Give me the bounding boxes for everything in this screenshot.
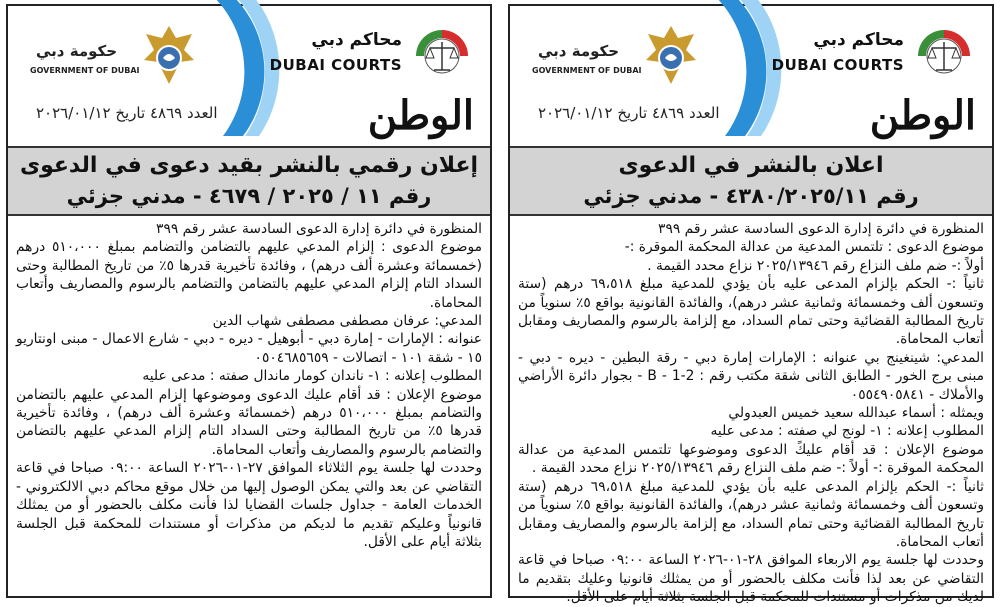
body-paragraph: وحددت لها جلسة يوم الاربعاء الموافق ٢٨-٠١-٢٠٢٦ الساعة ٠٩:٠٠ صباحا في قاعة التقاضي عن بعد لذا فأنت مكلف بالحضور أو من يمثلك قانونيا وعليك بتقديم ما لديك من مذكرات أو مستندات للمحكمة قبل الجلسة بثلاثة أيام على الأقل. xyxy=(518,552,985,606)
notice-left xyxy=(6,4,492,598)
body-paragraph: المطلوب إعلانه : ١- لونج لي صفته : مدعى عليه xyxy=(710,423,984,440)
masthead xyxy=(510,6,992,144)
issue-date: العدد ٤٨٦٩ تاريخ ٢٠٢٦/٠١/١٢ xyxy=(36,104,218,122)
masthead xyxy=(8,6,490,144)
falcon-crest-icon xyxy=(642,24,700,90)
title-line-2: رقم ١١ / ٢٠٢٥ / ٤٦٧٩ - مدني جزئي xyxy=(66,184,432,208)
body-paragraph: ثانياً :- الحكم بإلزام المدعى عليه بأن يؤدي للمدعية مبلغ ٦٩،٥١٨ درهم (ستة وتسعون ألف وخمسمائة وثمانية عشر درهم)، والفائدة القانونية بواقع ٥٪ سنوياً من تاريخ المطالبة القضائية وحتى تمام السداد، مع إلزامة بالرسوم والمصاريف ومقابل أتعاب المحاماة. xyxy=(518,478,984,550)
notice-title xyxy=(8,146,490,216)
courts-name-ar: محاكم دبي xyxy=(311,30,402,50)
government-of-dubai-logo xyxy=(524,20,714,100)
notice-body xyxy=(518,220,985,606)
notice-right xyxy=(508,4,994,606)
newspaper-logo: الوطن xyxy=(869,92,976,139)
dubai-courts-logo xyxy=(269,24,476,84)
body-paragraph: وحددت لها جلسة يوم الثلاثاء الموافق ٢٧-٠١-٢٠٢٦ الساعة ٠٩:٠٠ صباحا في قاعة التقاضي عن بعد والتي يمكن الوصول إليها من خلال موقع محاكم دبي الالكتروني - الخدمات العامة - جداول جلسات القضايا لذا فأنت مكلف بالحضور أو من يمثلك قانونياً وعليكم تقديم ما لديكم من مذكرات أو مستندات للمحكمة قبل الجلسة بثلاثة أيام على الأقل. xyxy=(16,460,482,550)
scales-emblem-icon xyxy=(910,26,978,82)
scales-emblem-icon xyxy=(408,26,476,82)
dubai-courts-logo xyxy=(771,24,978,84)
body-paragraph: موضوع الدعوى : إلزام المدعي عليهم بالتضامن والتضامم بمبلغ ٥١٠،٠٠٠ درهم (خمسمائة وعشرة ألف درهم) ، وفائدة تأخيرية قدرها ٥٪ من تاريخ المطالبة وحتى السداد التام إلزام المدعي عليهم بالتضامن والتضامم بالرسوم والمصاريف وأتعاب المحاماة. xyxy=(16,239,483,311)
body-paragraph: المنظورة في دائرة إدارة الدعوى السادسة عشر رقم ٣٩٩ xyxy=(156,221,482,237)
courts-name-ar: محاكم دبي xyxy=(813,30,904,50)
body-paragraph: موضوع الإعلان : قد أقام عليكً الدعوى وموضوعها تلتمس المدعية من عدالة المحكمة الموقرة :- أولاً :- ضم ملف النزاع رقم ٢٠٢٥/١٣٩٤٦ نزاع محدد القيمة . xyxy=(518,441,984,477)
body-paragraph: موضوع الدعوى : تلتمس المدعية من عدالة المحكمة الموقرة :- xyxy=(624,239,984,256)
government-name-en: GOVERNMENT OF DUBAI xyxy=(30,66,140,75)
body-paragraph: المطلوب إعلانه : ١- ناندان كومار ماندال صفته : مدعى عليه xyxy=(142,368,482,385)
courts-name-en: DUBAI COURTS xyxy=(771,56,904,74)
courts-name-en: DUBAI COURTS xyxy=(269,56,402,74)
body-paragraph: موضوع الإعلان : قد أقام عليك الدعوى وموضوعها إلزام المدعي عليهم بالتضامن والتضامم بمبلغ ٥١٠،٠٠٠ درهم (خمسمائة وعشرة ألف درهم) ، وفائدة تأخيرية قدرها ٥٪ من تاريخ المطالبة وحتى السداد التام إلزام المدعي عليهم بالتضامن والتضامم بالرسوم والمصاريف وأتعاب المحاماة. xyxy=(16,386,482,458)
body-paragraph: ويمثله : أسماء عبدالله سعيد خميس العبدولي xyxy=(728,405,984,422)
body-paragraph: المدعي: شينغينج بي عنوانه : الإمارات إمارة دبي - رقة البطين - ديره - دبي - مبنى برج الخور - الطابق الثانى شقة مكتب رقم : B - 1-2 - بجوار دائرة الأراضي والأملاك - ٠٥٥٤٩٠٥٨٤١ xyxy=(518,349,984,403)
newspaper-logo: الوطن xyxy=(367,92,474,139)
issue-date: العدد ٤٨٦٩ تاريخ ٢٠٢٦/٠١/١٢ xyxy=(538,104,720,122)
body-paragraph: أولاً :- ضم ملف النزاع رقم ٢٠٢٥/١٣٩٤٦ نزاع محدد القيمة . xyxy=(647,257,984,274)
government-name-en: GOVERNMENT OF DUBAI xyxy=(532,66,642,75)
government-name-ar: حكومة دبي xyxy=(36,42,118,60)
title-line-1: اعلان بالنشر في الدعوى xyxy=(618,153,884,178)
government-name-ar: حكومة دبي xyxy=(538,42,620,60)
title-line-2: رقم ٤٣٨٠/٢٠٢٥/١١ - مدني جزئي xyxy=(583,184,919,208)
notice-body xyxy=(16,220,482,592)
government-of-dubai-logo xyxy=(22,20,212,100)
body-paragraph: المدعي: عرفان مصطفى مصطفى شهاب الدين xyxy=(212,313,482,330)
notice-title xyxy=(510,146,992,216)
title-line-1: إعلان رقمي بالنشر بقيد دعوى في الدعوى xyxy=(19,153,479,178)
falcon-crest-icon xyxy=(140,24,198,90)
body-paragraph: عنوانه : الإمارات - إمارة دبي - أبوهيل - ديره - دبي - شارع الاعمال - مبنى اونتاريو ١٥ - شقة ١٠١ - اتصالات - ٠٥٠٤٦٨٥٦٥٩ xyxy=(16,331,482,366)
body-paragraph: ثانياً :- الحكم بإلزام المدعى عليه بأن يؤدي للمدعية مبلغ ٦٩،٥١٨ درهم (ستة وتسعون ألف وخمسمائة وثمانية عشر درهم)، والفائدة القانونية بواقع ٥٪ سنوياً من تاريخ المطالبة القضائية وحتى تمام السداد، مع إلزامة بالرسوم والمصاريف ومقابل أتعاب المحاماة. xyxy=(518,276,984,348)
body-paragraph: المنظورة في دائرة إدارة الدعوى السادسة عشر رقم ٣٩٩ xyxy=(658,221,984,237)
